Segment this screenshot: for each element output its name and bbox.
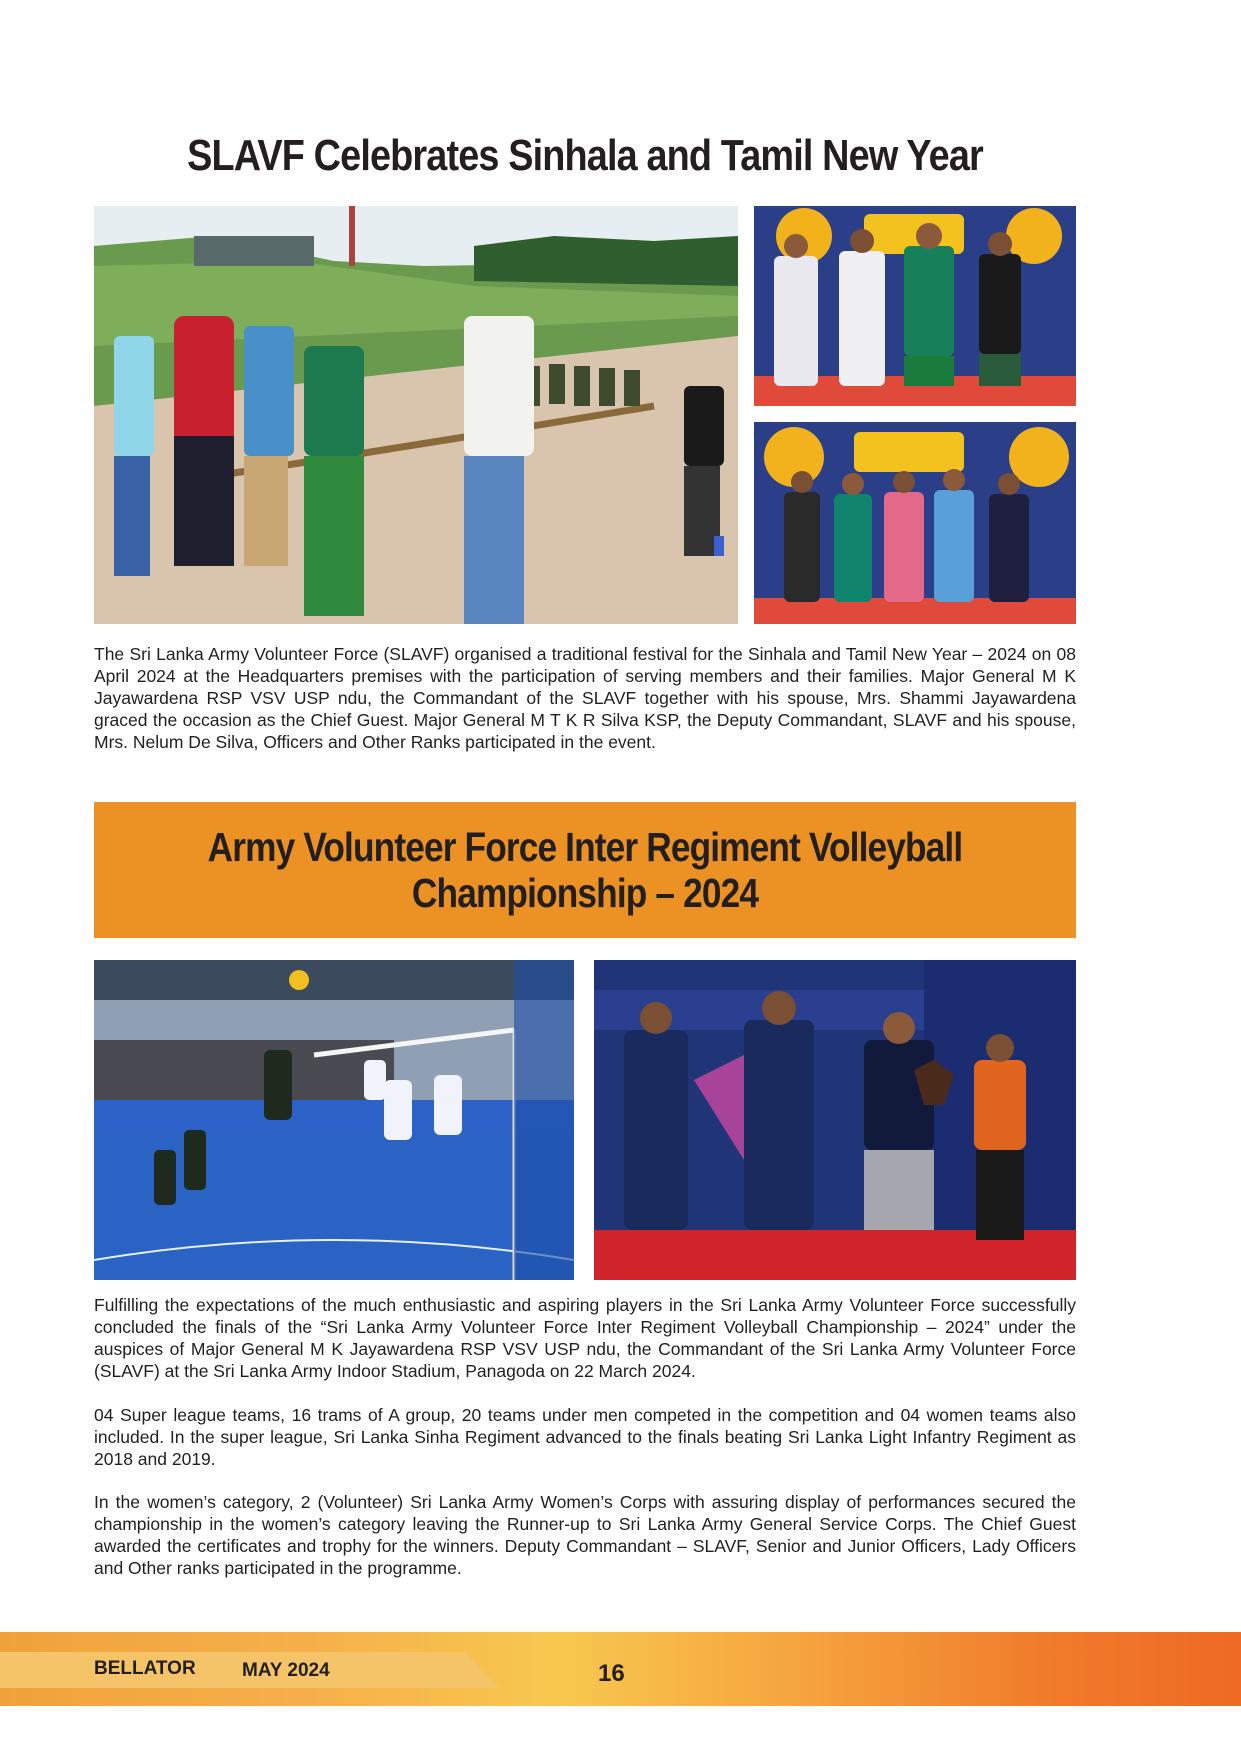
new-year-winners-women-photo — [754, 422, 1076, 624]
trophy-presentation-photo — [594, 960, 1076, 1280]
new-year-winners-men-photo — [754, 206, 1076, 406]
banner-title: Army Volunteer Force Inter Regiment Volleyball Championship – 2024 — [207, 824, 963, 916]
section-banner — [94, 802, 1076, 938]
article-body: The Sri Lanka Army Volunteer Force (SLAVF) organised a traditional festival for the Sinhala and Tamil New Year – 2024 on 08 April 2024 at the Headquarters premises with the participation of serving members and their families. Major General M K Jayawardena RSP VSV USP ndu, the Commandant of the SLAVF together with his spouse, Mrs. Shammi Jayawardena graced the occasion as the Chief Guest. Major General M T K R Silva KSP, the Deputy Commandant, SLAVF and his spouse, Mrs. Nelum De Silva, Officers and Other Ranks participated in the event. — [94, 644, 1076, 752]
volleyball-match-photo — [94, 960, 574, 1280]
article-paragraph: Fulfilling the expectations of the much enthusiastic and aspiring players in the Sri Lanka Army Volunteer Force successfully concluded the finals of the “Sri Lanka Army Volunteer Force Inter Regiment Volleyball Championship – 2024” under the auspices of Major General M K Jayawardena RSP VSV USP ndu, the Commandant of the Sri Lanka Army Volunteer Force (SLAVF) at the Sri Lanka Army Indoor Stadium, Panagoda on 22 March 2024. — [94, 1295, 1076, 1381]
article-paragraph: 04 Super league teams, 16 trams of A group, 20 teams under men competed in the competition and 04 women teams also included. In the super league, Sri Lanka Sinha Regiment advanced to the finals beating Sri Lanka Light Infantry Regiment as 2018 and 2019. — [94, 1405, 1076, 1469]
issue-date: MAY 2024 — [242, 1660, 330, 1681]
tug-of-war-photo — [94, 206, 738, 624]
magazine-name: BELLATOR — [94, 1658, 196, 1679]
article-paragraph: In the women’s category, 2 (Volunteer) Sri Lanka Army Women’s Corps with assuring display of performances secured the championship in the women’s category leaving the Runner-up to Sri Lanka Army General Service Corps. The Chief Guest awarded the certificates and trophy for the winners. Deputy Commandant – SLAVF, Senior and Junior Officers, Lady Officers and Other ranks participated in the programme. — [94, 1492, 1076, 1578]
article-title: SLAVF Celebrates Sinhala and Tamil New Year — [187, 131, 983, 180]
page-number: 16 — [598, 1660, 625, 1687]
